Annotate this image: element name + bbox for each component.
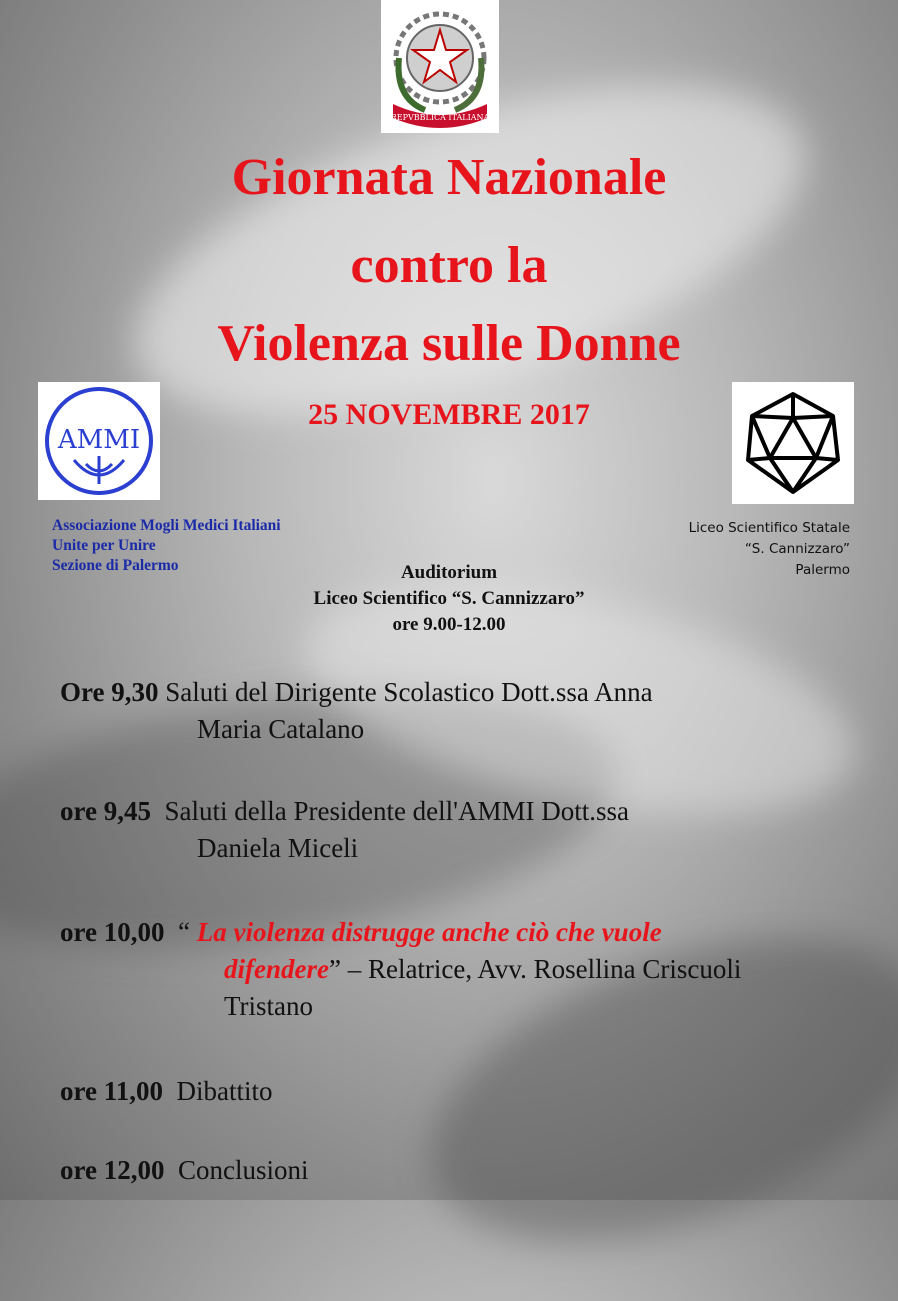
speaker-cont: Tristano [224,991,314,1021]
venue-block [0,560,898,638]
liceo-line-1: Liceo Scientifico Statale [688,520,850,536]
program-text: Dibattito [176,1076,273,1106]
program-text: Saluti del Dirigente Scolastico Dott.ssa Anna [165,677,653,707]
program-text: Conclusioni [177,1155,309,1185]
program-text: Saluti della Presidente dell'AMMI Dott.ssa [164,796,630,826]
program-item [60,914,880,1025]
title-line-2: contro la [350,237,548,294]
title-line-3: Violenza sulle Donne [217,315,681,372]
venue-line-2: Liceo Scientifico “S. Cannizzaro” [313,588,585,609]
program-text-cont: Daniela Miceli [197,833,359,863]
venue-line-3: ore 9.00-12.00 [392,614,506,635]
liceo-line-2: “S. Cannizzaro” [744,541,850,557]
talk-title-cont: difendere [224,954,329,984]
program-text-cont: Maria Catalano [197,714,365,744]
talk-title: La violenza distrugge anche ciò che vuole [196,917,662,947]
program-time: ore 12,00 [60,1155,165,1185]
event-date: 25 NOVEMBRE 2017 [308,398,590,431]
emblem-inscription: REPVBBLICA ITALIANA [390,113,490,122]
open-quote: “ [177,917,190,947]
program-item [60,1073,880,1110]
ammi-line-2: Unite per Unire [52,537,156,554]
program-time: ore 10,00 [60,917,165,947]
program-item [60,674,880,748]
ammi-line-3: Sezione di Palermo [52,557,179,574]
program-item [60,793,880,867]
program-time: ore 11,00 [60,1076,163,1106]
program-time: ore 9,45 [60,796,151,826]
program-item [60,1152,880,1189]
venue-line-1: Auditorium [400,562,498,583]
italian-republic-emblem [381,0,499,133]
liceo-line-3: Palermo [795,562,850,578]
title-line-1: Giornata Nazionale [231,149,667,206]
ammi-line-1: Associazione Mogli Medici Italiani [52,517,281,534]
ammi-logo-text: AMMI [57,425,141,455]
speaker: ” – Relatrice, Avv. Rosellina Criscuoli [328,954,742,984]
program-time: Ore 9,30 [60,677,159,707]
